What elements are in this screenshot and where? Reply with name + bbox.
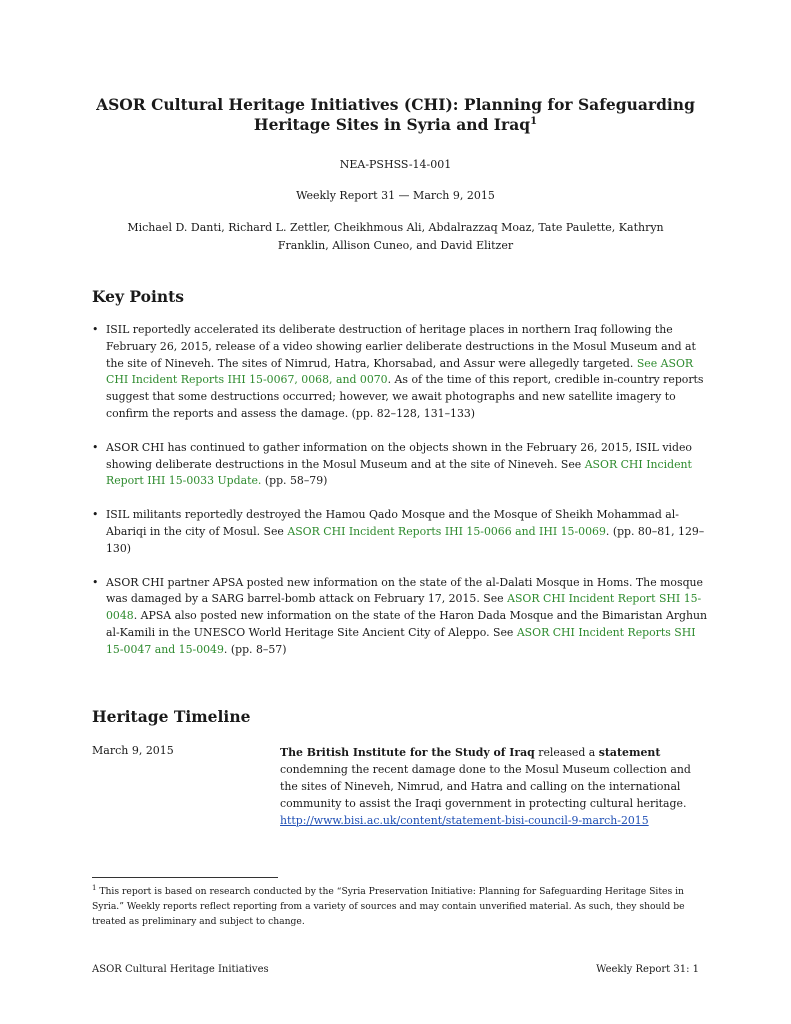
key-points-heading: Key Points [92,287,185,306]
incident-report-link[interactable]: ASOR CHI Incident Reports SHI 15-0047 and 15-0049 [106,625,696,656]
organization-name: The British Institute for the Study of Iraq [280,746,535,759]
key-point-item [92,440,708,490]
heritage-timeline-heading: Heritage Timeline [92,707,251,726]
footnote-marker: 1 [92,883,97,892]
incident-report-link[interactable]: See ASOR CHI Incident Reports IHI 15-0067, 0068, and 0070 [106,356,694,387]
key-point-text: ASOR CHI has continued to gather information on the objects shown in the February 26, 2015, ISIL video showing deliberate destructions in the Mosul Museum and at the site of Nineveh. See [106,440,692,471]
timeline-text: released a [534,746,599,759]
title-line-2 [60,115,731,135]
key-point-text: ASOR CHI partner APSA posted new information on the state of the al-Dalati Mosque in Homs. The mosque was damaged by a SARG barrel-bomb attack on February 17, 2015. See [106,575,704,606]
key-point-text: (pp. 58–79) [261,474,328,488]
statement-keyword: statement [598,746,661,759]
footnote-divider [92,877,278,878]
bullet-icon: • [92,440,99,454]
key-point-item [92,322,708,423]
author-list [100,219,691,255]
title-line-1: ASOR Cultural Heritage Initiatives (CHI): Planning for Safeguarding [96,95,695,114]
title-footnote-marker[interactable]: 1 [530,115,538,127]
report-code: NEA-PSHSS-14-001 [339,158,452,171]
statement-url-link[interactable]: http://www.bisi.ac.uk/content/statement-bisi-council-9-march-2015 [280,814,649,827]
key-point-text: . (pp. 8–57) [223,642,287,656]
incident-report-link[interactable]: ASOR CHI Incident Report SHI 15-0048 [106,592,702,623]
footer-page-label: Weekly Report 31: 1 [596,964,699,975]
incident-report-link[interactable]: ASOR CHI Incident Report IHI 15-0033 Update. [106,457,692,488]
bullet-icon: • [92,323,99,336]
authors-line-2: Franklin, Allison Cuneo, and David Elitzer [277,239,514,252]
key-point-text: ISIL reportedly accelerated its deliberate destruction of heritage places in northern Iraq following the February 26, 2015, release of a video showing earlier deliberate destructions in the Mosul Museum and at the site of Nineveh. The sites of Nimrud, Hatra, Khorsabad, and Assur were allegedly targeted. [106,323,696,370]
report-date-line: Weekly Report 31 — March 9, 2015 [296,189,495,202]
title-line-2-text: Heritage Sites in Syria and Iraq [253,115,531,134]
bullet-icon: • [92,575,99,589]
bullet-icon: • [92,508,99,522]
footer-left: ASOR Cultural Heritage Initiatives [92,964,269,975]
key-point-text: . (pp. 80–81, 129–130) [106,524,705,555]
key-points-list [92,322,708,676]
key-point-text: . APSA also posted new information on the state of the Haron Dada Mosque and the Bimaristan Arghun al-Kamili in the UNESCO World Heritage Site Ancient City of Aleppo. See [106,609,708,639]
key-point-item [92,507,708,557]
footnote-text: This report is based on research conducted by the “Syria Preservation Initiative: Planning for Safeguarding Heritage Sites in Syria.” Weekly reports reflect reporting from a variety of sources and may contain unverified material. As such, they should be treated as preliminary and subject to change. [92,886,685,927]
key-point-item [92,575,708,659]
timeline-date: March 9, 2015 [92,744,174,757]
document-title [60,95,731,135]
key-point-text: . As of the time of this report, credible in-country reports suggest that some destructions occurred; however, we await photographs and new satellite imagery to confirm the reports and assess the damage. (pp. 82–128, 131–133) [106,373,704,420]
timeline-text: condemning the recent damage done to the Mosul Museum collection and the sites of Nineveh, Nimrud, and Hatra and calling on the international community to assist the Iraqi government in protecting cultural heritage. [280,763,691,810]
authors-line-1: Michael D. Danti, Richard L. Zettler, Cheikhmous Ali, Abdalrazzaq Moaz, Tate Paulette, Kathryn [127,221,664,234]
incident-report-link[interactable]: ASOR CHI Incident Reports IHI 15-0066 and IHI 15-0069 [287,524,606,538]
timeline-entry [280,744,700,829]
footnote [92,884,704,929]
key-point-text: ISIL militants reportedly destroyed the Hamou Qado Mosque and the Mosque of Sheikh Mohammad al-Abariqi in the city of Mosul. See [106,508,679,538]
